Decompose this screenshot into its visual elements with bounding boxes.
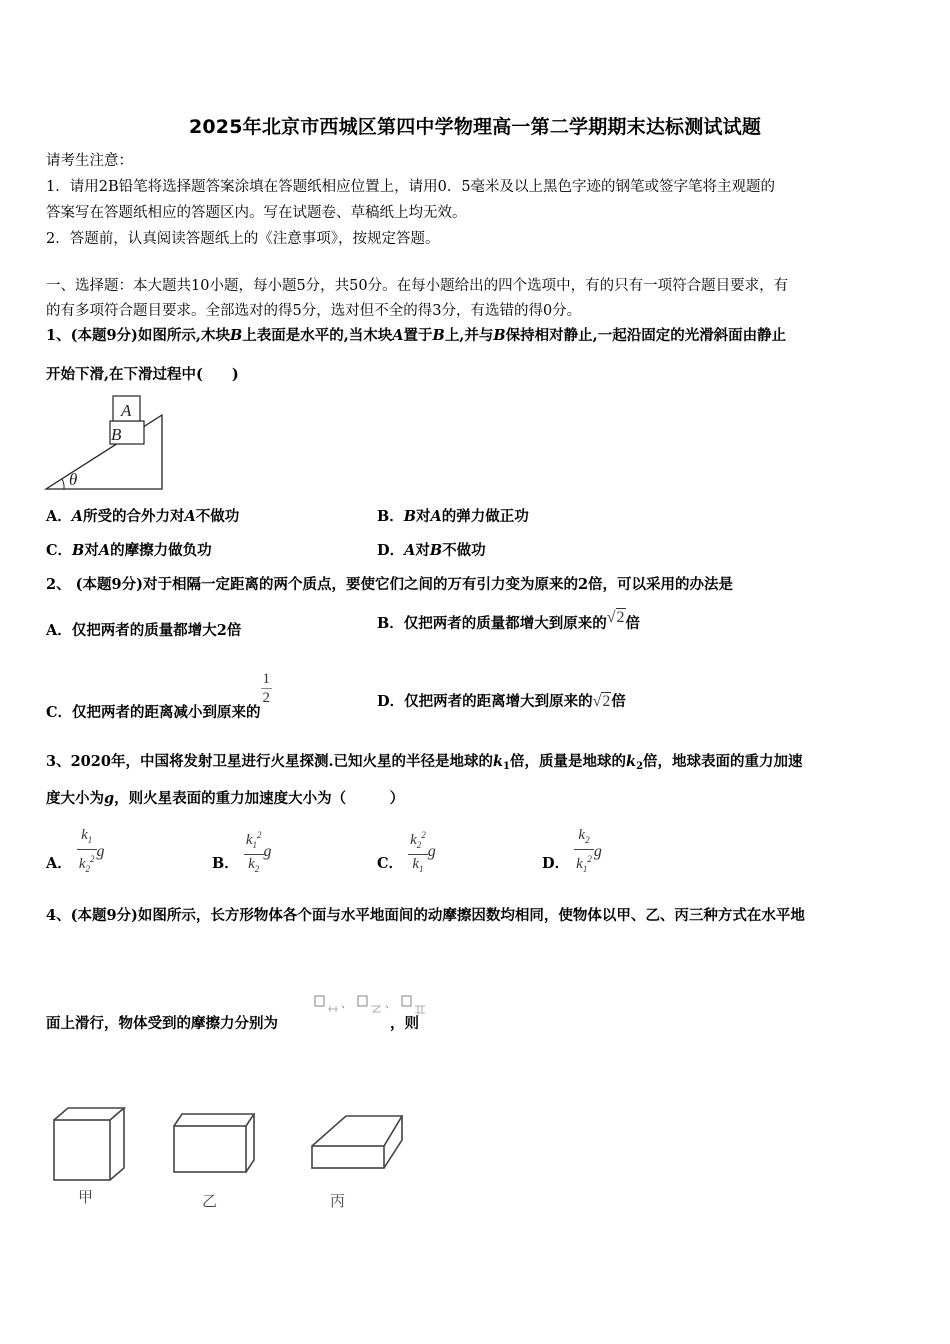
box-jia bbox=[54, 1108, 124, 1180]
label-bing: 丙 bbox=[330, 1192, 346, 1210]
friction-symbols-image bbox=[314, 993, 429, 1017]
q1-stem-line-2: 开始下滑,在下滑过程中( ) bbox=[46, 366, 239, 383]
q4-stem-line-2: 面上滑行，物体受到的摩擦力分别为 ，则 bbox=[46, 1015, 419, 1032]
block-b-label: B bbox=[111, 425, 122, 444]
q3-option-d[interactable]: D． $\frac{k_2}{k_1^2}$ g bbox=[542, 826, 602, 878]
q4-stem-line-1: 4、(本题9分)如图所示，长方形物体各个面与水平地面间的动摩擦因数均相同，使物体以甲、乙、丙三种方式在水平地 bbox=[46, 907, 805, 924]
q1-option-d[interactable]: D．A对B不做功 bbox=[377, 542, 486, 559]
notice-item-1: 1．请用2B铅笔将选择题答案涂填在答题纸相应位置上，请用0．5毫米及以上黑色字迹的钢笔或签字笔将主观题的 bbox=[46, 179, 776, 195]
q3-stem-line-2: 度大小为g，则火星表面的重力加速度大小为（ ） bbox=[46, 790, 405, 807]
sqrt-2: √2 bbox=[592, 693, 611, 710]
label-jia: 甲 bbox=[78, 1188, 94, 1206]
fraction-k1sq-over-k2: $\frac{k_1^2}{k_2}$ bbox=[244, 826, 264, 878]
fraction-k1-over-k2sq: $\frac{k_1}{k_2^2}$ bbox=[78, 827, 95, 874]
q3-option-b[interactable]: B． $\frac{k_1^2}{k_2}$ g bbox=[212, 826, 272, 878]
fraction-one-half: $\frac{1}{2}$ bbox=[262, 671, 271, 706]
svg-text:、: 、 bbox=[341, 997, 352, 1010]
block-a-label: A bbox=[121, 401, 132, 420]
notice-heading: 请考生注意： bbox=[46, 153, 133, 169]
q2-option-b[interactable]: B．仅把两者的质量都增大到原来的√2倍 bbox=[377, 609, 641, 632]
q2-option-d[interactable]: D．仅把两者的距离增大到原来的√2倍 bbox=[377, 693, 626, 710]
notice-item-1-cont: 答案写在答题纸相应的答题区内。写在试题卷、草稿纸上均无效。 bbox=[46, 205, 467, 221]
q1-option-a[interactable]: A．A所受的合外力对A不做功 bbox=[46, 508, 240, 525]
box-bing bbox=[312, 1116, 402, 1168]
q1-option-b[interactable]: B．B对A的弹力做正功 bbox=[377, 508, 529, 525]
notice-item-2: 2．答题前，认真阅读答题纸上的《注意事项》，按规定答题。 bbox=[46, 231, 440, 247]
q4-boxes-figure bbox=[46, 1100, 416, 1215]
page-title: 2025年北京市西城区第四中学物理高一第二学期期末达标测试试题 bbox=[188, 116, 762, 138]
box-yi bbox=[174, 1114, 254, 1172]
svg-text:、: 、 bbox=[385, 997, 396, 1010]
q2-option-c[interactable]: C．仅把两者的距离减小到原来的 $\frac{1}{2}$ bbox=[46, 671, 271, 721]
q2-stem: 2、 (本题9分)对于相隔一定距离的两个质点，要使它们之间的万有引力变为原来的2倍，可以采用的办法是 bbox=[46, 576, 734, 593]
q3-option-c[interactable]: C． $\frac{k_2^2}{k_1}$ g bbox=[377, 826, 436, 878]
fraction-k2sq-over-k1: $\frac{k_2^2}{k_1}$ bbox=[408, 826, 428, 878]
section-intro-line-1: 一、选择题：本大题共10小题，每小题5分，共50分。在每小题给出的四个选项中，有的只有一项符合题目要求，有 bbox=[46, 278, 789, 294]
angle-theta-label: θ bbox=[69, 470, 78, 489]
q1-incline-figure bbox=[44, 393, 169, 493]
sqrt-2: √2 bbox=[606, 609, 625, 626]
q2-option-a[interactable]: A．仅把两者的质量都增大2倍 bbox=[46, 622, 242, 639]
label-yi: 乙 bbox=[202, 1192, 218, 1210]
section-intro-line-2: 的有多项符合题目要求。全部选对的得5分，选对但不全的得3分，有选错的得0分。 bbox=[46, 303, 582, 319]
q1-option-c[interactable]: C．B对A的摩擦力做负功 bbox=[46, 542, 212, 559]
q1-stem-line-1: 1、(本题9分)如图所示,木块B上表面是水平的,当木块A置于B上,并与B保持相对静止,一起沿固定的光滑斜面由静止 bbox=[46, 327, 787, 344]
fraction-k2-over-k1sq: $\frac{k_2}{k_1^2}$ bbox=[576, 827, 592, 874]
q3-stem-line-1: 3、2020年，中国将发射卫星进行火星探测.已知火星的半径是地球的$k_1$倍，质量是地球的$k_2$倍，地球表面的重力加速 bbox=[46, 753, 803, 772]
q3-option-a[interactable]: A． $\frac{k_1}{k_2^2}$ g bbox=[46, 826, 105, 878]
